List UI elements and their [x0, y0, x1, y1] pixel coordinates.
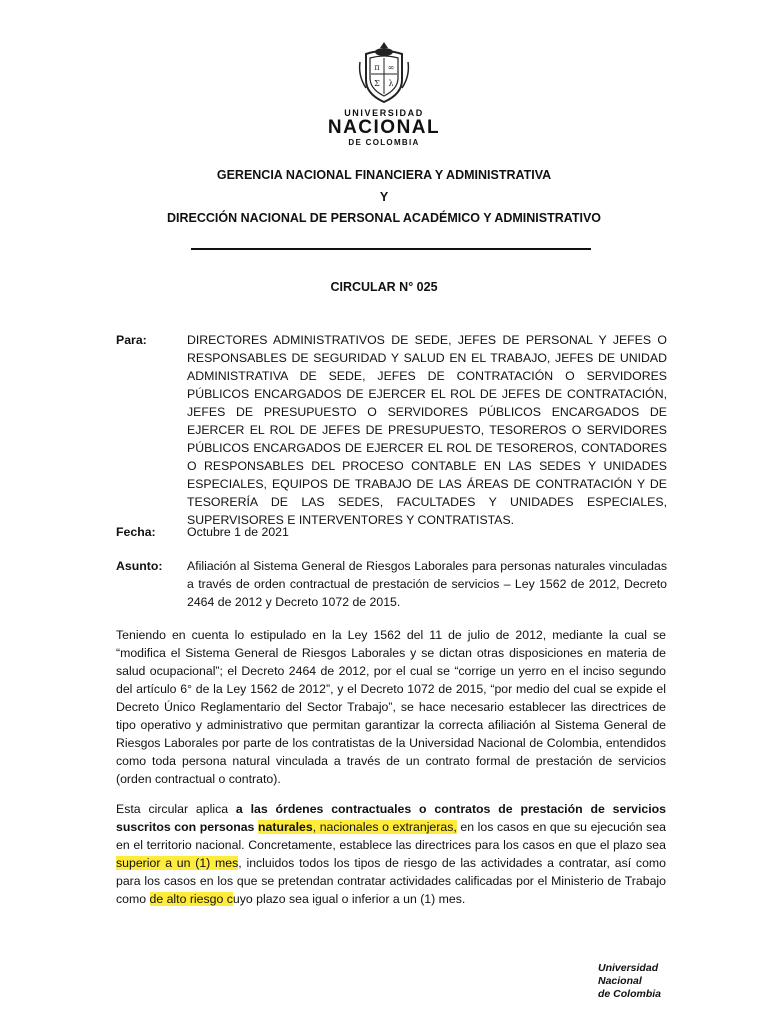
footer-line-3: de Colombia: [598, 988, 662, 1000]
body2-text-1: Esta circular aplica: [116, 802, 236, 816]
fecha-value: Octubre 1 de 2021: [187, 525, 289, 539]
footer-line-1: Universidad: [598, 962, 659, 974]
fecha-label: Fecha:: [116, 525, 156, 539]
body-paragraph-2: [116, 800, 666, 908]
asunto-label: Asunto:: [116, 559, 163, 573]
university-logo: [300, 40, 468, 147]
svg-text:Σ: Σ: [374, 79, 380, 88]
logo-line-3: DE COLOMBIA: [348, 138, 420, 147]
header-line-1: GERENCIA NACIONAL FINANCIERA Y ADMINISTRATIVA: [216, 168, 552, 182]
body-paragraph-1: Teniendo en cuenta lo estipulado en la Ley 1562 del 11 de julio de 2012, mediante la cual se “modifica el Sistema General de Riesgos Laborales y se dictan otras disposiciones en materia de salud ocupacional”; el Decreto 2464 de 2012, por el cual se “corrige un yerro en el inciso segundo del artículo 6° de la Ley 1562 de 2012”, y el Decreto 1072 de 2015, “por medio del cual se expide el Decreto Único Reglamentario del Sector Trabajo”, se hace necesario establecer las directrices de tipo operativo y administrativo que permitan garantizar la correcta afiliación al Sistema General de Riesgos Laborales por parte de los contratistas de la Universidad Nacional de Colombia, entendidos como toda persona natural vinculada a través de un contrato formal de prestación de servicios (orden contractual o contrato).: [116, 628, 666, 786]
svg-text:λ: λ: [388, 79, 394, 88]
body2-highlight-1: [258, 820, 457, 834]
university-crest-icon: [356, 40, 412, 106]
body2-highlight-1-text: , nacionales o extranjeras,: [312, 820, 457, 834]
body2-highlight-3: de alto riesgo c: [149, 892, 233, 906]
logo-line-1: UNIVERSIDAD: [344, 108, 424, 118]
footer-line-2: Nacional: [598, 975, 642, 987]
header-line-2: Y: [379, 190, 389, 204]
body2-bold-1: a las órdenes contractuales o contratos de prestación de servicios suscritos con personas: [116, 802, 666, 834]
header-divider: [191, 248, 591, 250]
asunto-value: Afiliación al Sistema General de Riesgos Laborales para personas naturales vinculadas a través de orden contractual de prestación de servicios – Ley 1562 de 2012, Decreto 2464 de 2012 y Decreto 1072 de 2015.: [187, 559, 667, 609]
body2-highlight-1-bold: naturales: [258, 820, 313, 834]
body2-text-3: , incluidos todos los tipos de riesgo de las actividades a contratar, así como para los casos en los que se pretendan contratar actividades calificadas por el Ministerio de Trabajo como: [116, 856, 666, 906]
logo-line-2: NACIONAL: [327, 117, 441, 138]
svg-text:∞: ∞: [387, 63, 395, 72]
body2-highlight-2: superior a un (1) mes: [116, 856, 239, 870]
body2-text-2: en los casos en que su ejecución sea en el territorio nacional. Concretamente, establece las directrices para los casos en que el plazo sea: [116, 820, 666, 852]
svg-text:π: π: [374, 63, 380, 72]
circular-number: CIRCULAR N° 025: [330, 280, 438, 294]
para-value: DIRECTORES ADMINISTRATIVOS DE SEDE, JEFES DE PERSONAL Y JEFES O RESPONSABLES DE SEGURIDAD Y SALUD EN EL TRABAJO, JEFES DE UNIDAD ADMINISTRATIVA DE SEDE, JEFES DE CONTRATACIÓN O SERVIDORES PÚBLICOS ENCARGADOS DE EJERCER EL ROL DE JEFES DE CONTRATACIÓN, JEFES DE PRESUPUESTO O SERVIDORES PÚBLICOS ENCARGADOS DE EJERCER EL ROL DE JEFES DE PRESUPUESTO, TESOREROS O SERVIDORES PÚBLICOS ENCARGADOS DE EJERCER EL ROL DE TESOREROS, CONTADORES O RESPONSABLES DEL PROCESO CONTABLE EN LAS SEDES Y UNIDADES ESPECIALES, EQUIPOS DE TRABAJO DE LAS ÁREAS DE CONTRATACIÓN Y DE TESORERÍA DE LAS SEDES, FACULTADES Y UNIDADES ESPECIALES, SUPERVISORES E INTERVENTORES Y CONTRATISTAS.: [187, 333, 667, 527]
header-line-3: DIRECCIÓN NACIONAL DE PERSONAL ACADÉMICO Y ADMINISTRATIVO: [166, 211, 602, 225]
para-label: Para:: [116, 333, 147, 347]
footer-logo: [598, 962, 661, 1001]
body2-text-4: uyo plazo sea igual o inferior a un (1) mes.: [232, 892, 466, 906]
